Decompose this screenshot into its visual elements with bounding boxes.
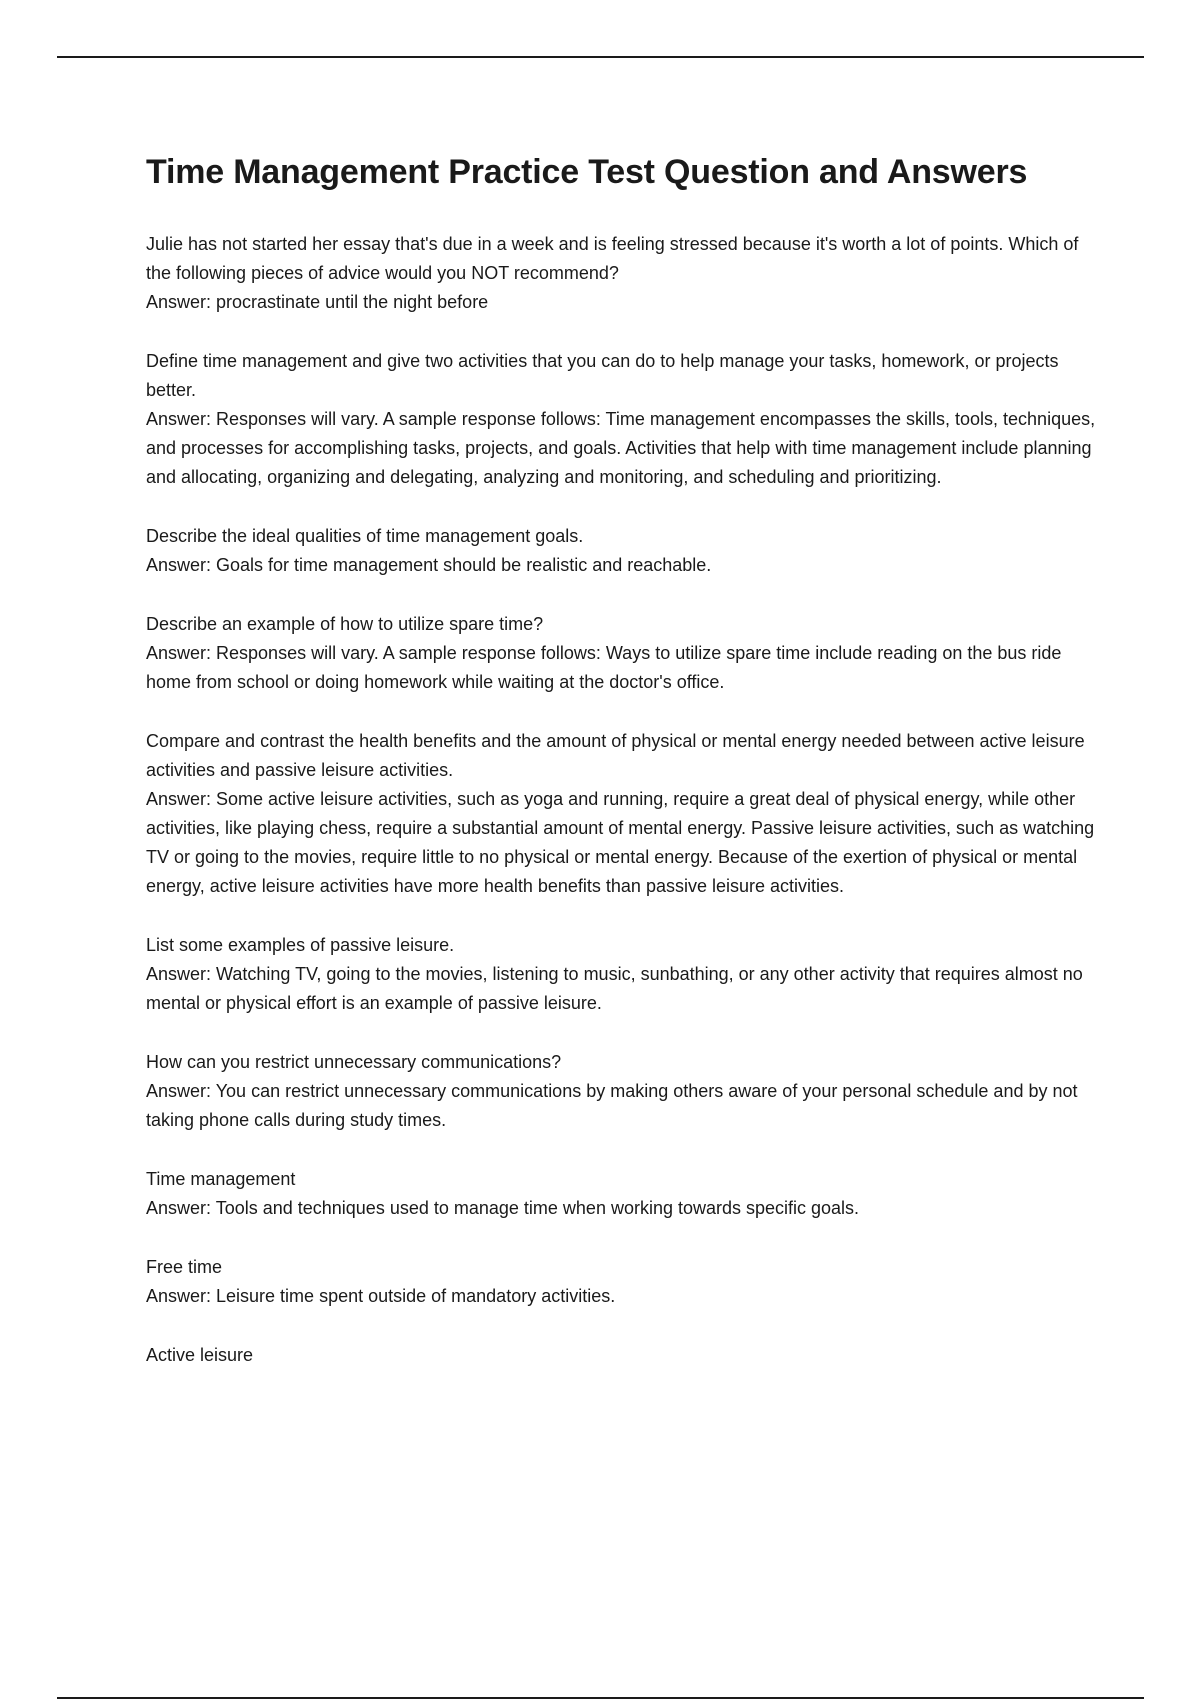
question-text: Free time <box>146 1257 223 1277</box>
question-text: How can you restrict unnecessary communications? <box>146 1052 562 1072</box>
question-text: Describe an example of how to utilize spare time? <box>146 614 544 634</box>
qa-item-1 <box>146 230 1096 317</box>
answer-text: Answer: Responses will vary. A sample response follows: Ways to utilize spare time include reading on the bus ride home from school or doing homework while waiting at the doctor's office. <box>146 643 1062 692</box>
document-title: Time Management Practice Test Question and Answers <box>146 153 1028 191</box>
answer-text: Answer: Watching TV, going to the movies, listening to music, sunbathing, or any other activity that requires almost no mental or physical effort is an example of passive leisure. <box>146 964 1083 1013</box>
qa-item-3 <box>146 522 1096 580</box>
qa-item-4 <box>146 610 1096 697</box>
qa-item-2 <box>146 347 1096 492</box>
question-text: Describe the ideal qualities of time management goals. <box>146 526 584 546</box>
qa-item-8 <box>146 1165 1096 1223</box>
question-text: Julie has not started her essay that's due in a week and is feeling stressed because it's worth a lot of points. Which of the following pieces of advice would you NOT recommend? <box>146 234 1079 283</box>
answer-text: Answer: Responses will vary. A sample response follows: Time management encompasses the skills, tools, techniques, and processes for accomplishing tasks, projects, and goals. Activities that help with time management include planning and allocating, organizing and delegating, analyzing and monitoring, and scheduling and prioritizing. <box>146 409 1096 487</box>
document-body <box>146 146 1096 1400</box>
question-text: Define time management and give two activities that you can do to help manage your tasks, homework, or projects better. <box>146 351 1059 400</box>
answer-text: Answer: procrastinate until the night before <box>146 292 489 312</box>
answer-text: Answer: You can restrict unnecessary communications by making others aware of your personal schedule and by not taking phone calls during study times. <box>146 1081 1078 1130</box>
question-text: List some examples of passive leisure. <box>146 935 455 955</box>
answer-text: Answer: Leisure time spent outside of mandatory activities. <box>146 1286 616 1306</box>
qa-item-9 <box>146 1253 1096 1311</box>
qa-item-5 <box>146 727 1096 901</box>
question-text: Active leisure <box>146 1345 254 1365</box>
header-rule <box>57 56 1144 58</box>
answer-text: Answer: Some active leisure activities, such as yoga and running, require a great deal of physical energy, while other activities, like playing chess, require a substantial amount of mental energy. Passive leisure activities, such as watching TV or going to the movies, require little to no physical or mental energy. Because of the exertion of physical or mental energy, active leisure activities have more health benefits than passive leisure activities. <box>146 789 1095 896</box>
answer-text: Answer: Tools and techniques used to manage time when working towards specific goals. <box>146 1198 860 1218</box>
answer-text: Answer: Goals for time management should be realistic and reachable. <box>146 555 712 575</box>
qa-item-7 <box>146 1048 1096 1135</box>
footer-rule <box>57 1697 1144 1699</box>
question-text: Time management <box>146 1169 296 1189</box>
qa-item-6 <box>146 931 1096 1018</box>
qa-item-10 <box>146 1341 1096 1370</box>
question-text: Compare and contrast the health benefits and the amount of physical or mental energy needed between active leisure activities and passive leisure activities. <box>146 731 1085 780</box>
